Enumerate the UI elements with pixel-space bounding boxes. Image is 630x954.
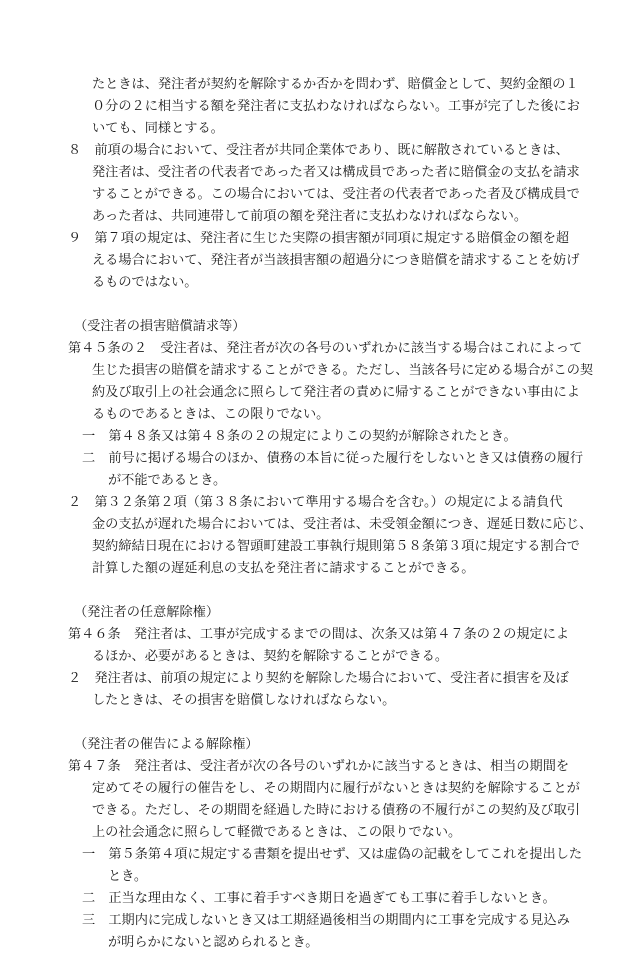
section-heading: （発注者の催告による解除権） (74, 737, 259, 752)
text-line: できる。ただし、その期間を経過した時における債務の不履行がこの契約及び取引 (92, 803, 580, 818)
text-line: したときは、その損害を賠償しなければならない。 (92, 693, 396, 708)
subitem-line: 一 第４８条又は第４８条の２の規定によりこの契約が解除されたとき。 (82, 429, 517, 444)
paragraph-number-line: ２ 第３２条第２項（第３８条において準用する場合を含む。）の規定による請負代 (68, 495, 563, 510)
text-line: とき。 (108, 869, 148, 884)
section-heading: （受注者の損害賠償請求等） (74, 319, 246, 334)
spacer (80, 580, 600, 602)
paragraph-number-line: ２ 発注者は、前項の規定により契約を解除した場合において、受注者に損害を及ぼ (68, 671, 569, 686)
text-line: することができる。この場合においては、受注者の代表者であった者及び構成員で (92, 187, 580, 202)
text-line: 定めてその履行の催告をし、その期間内に履行がないときは契約を解除することが (92, 781, 580, 796)
text-line: える場合において、発注者が当該損害額の超過分につき賠償を請求することを妨げ (92, 253, 580, 268)
text-line: 発注者は、受注者の代表者であった者又は構成員であった者に賠償金の支払を請求 (92, 165, 580, 180)
subitem-line: 二 前号に掲げる場合のほか、債務の本旨に従った履行をしないとき又は債務の履行 (82, 451, 584, 466)
paragraph-number-line: ９ 第７項の規定は、発注者に生じた実際の損害額が同項に規定する賠償金の額を超 (68, 231, 570, 246)
text-line: ０分の２に相当する額を発注者に支払わなければならない。工事が完了した後にお (92, 99, 580, 114)
subitem-line: 一 第５条第４項に規定する書類を提出せず、又は虚偽の記載をしてこれを提出した (82, 847, 583, 862)
section-heading: （発注者の任意解除権） (74, 605, 220, 620)
article-title-line: 第４７条 発注者は、受注者が次の各号のいずれかに該当するときは、相当の期間を (68, 759, 570, 774)
text-line: るものではない。 (92, 275, 198, 290)
text-line: が明らかにないと認められるとき。 (108, 935, 319, 950)
subitem-line: 三 工期内に完成しないとき又は工期経過後相当の期間内に工事を完成する見込み (82, 913, 570, 928)
text-line: 計算した額の遅延利息の支払を発注者に請求することができる。 (92, 561, 475, 576)
text-line: いても、同様とする。 (92, 121, 224, 136)
subitem-line: 二 正当な理由なく、工事に着手すべき期日を過ぎても工事に着手しないとき。 (82, 891, 556, 906)
article-title-line: 第４６条 発注者は、工事が完成するまでの間は、次条又は第４７条の２の規定によ (68, 627, 570, 642)
text-line: 契約締結日現在における智頭町建設工事執行規則第５８条第３項に規定する割合で (92, 539, 580, 554)
text-line: たときは、発注者が契約を解除するか否かを問わず、賠償金として、契約金額の１ (92, 77, 579, 92)
text-line: あった者は、共同連帯して前項の額を発注者に支払わなければならない。 (92, 209, 528, 224)
text-line: 約及び取引上の社会通念に照らして発注者の責めに帰することができない事由によ (92, 385, 580, 400)
text-line: 生じた損害の賠償を請求することができる。ただし、当該各号に定める場合がこの契 (92, 363, 594, 378)
text-line: 金の支払が遅れた場合においては、受注者は、未受領金額につき、遅延日数に応じ、 (92, 517, 593, 532)
text-line: が不能であるとき。 (108, 473, 227, 488)
text-line: るものであるときは、この限りでない。 (92, 407, 330, 422)
article-title-line: 第４５条の２ 受注者は、発注者が次の各号のいずれかに該当する場合はこれによって (68, 341, 583, 356)
spacer (80, 712, 600, 734)
spacer (80, 294, 600, 316)
text-line: 上の社会通念に照らして軽微であるときは、この限りでない。 (92, 825, 462, 840)
paragraph-number-line: ８ 前項の場合において、受注者が共同企業体であり、既に解散されているときは、 (68, 143, 569, 158)
text-line: るほか、必要があるときは、契約を解除することができる。 (92, 649, 449, 664)
